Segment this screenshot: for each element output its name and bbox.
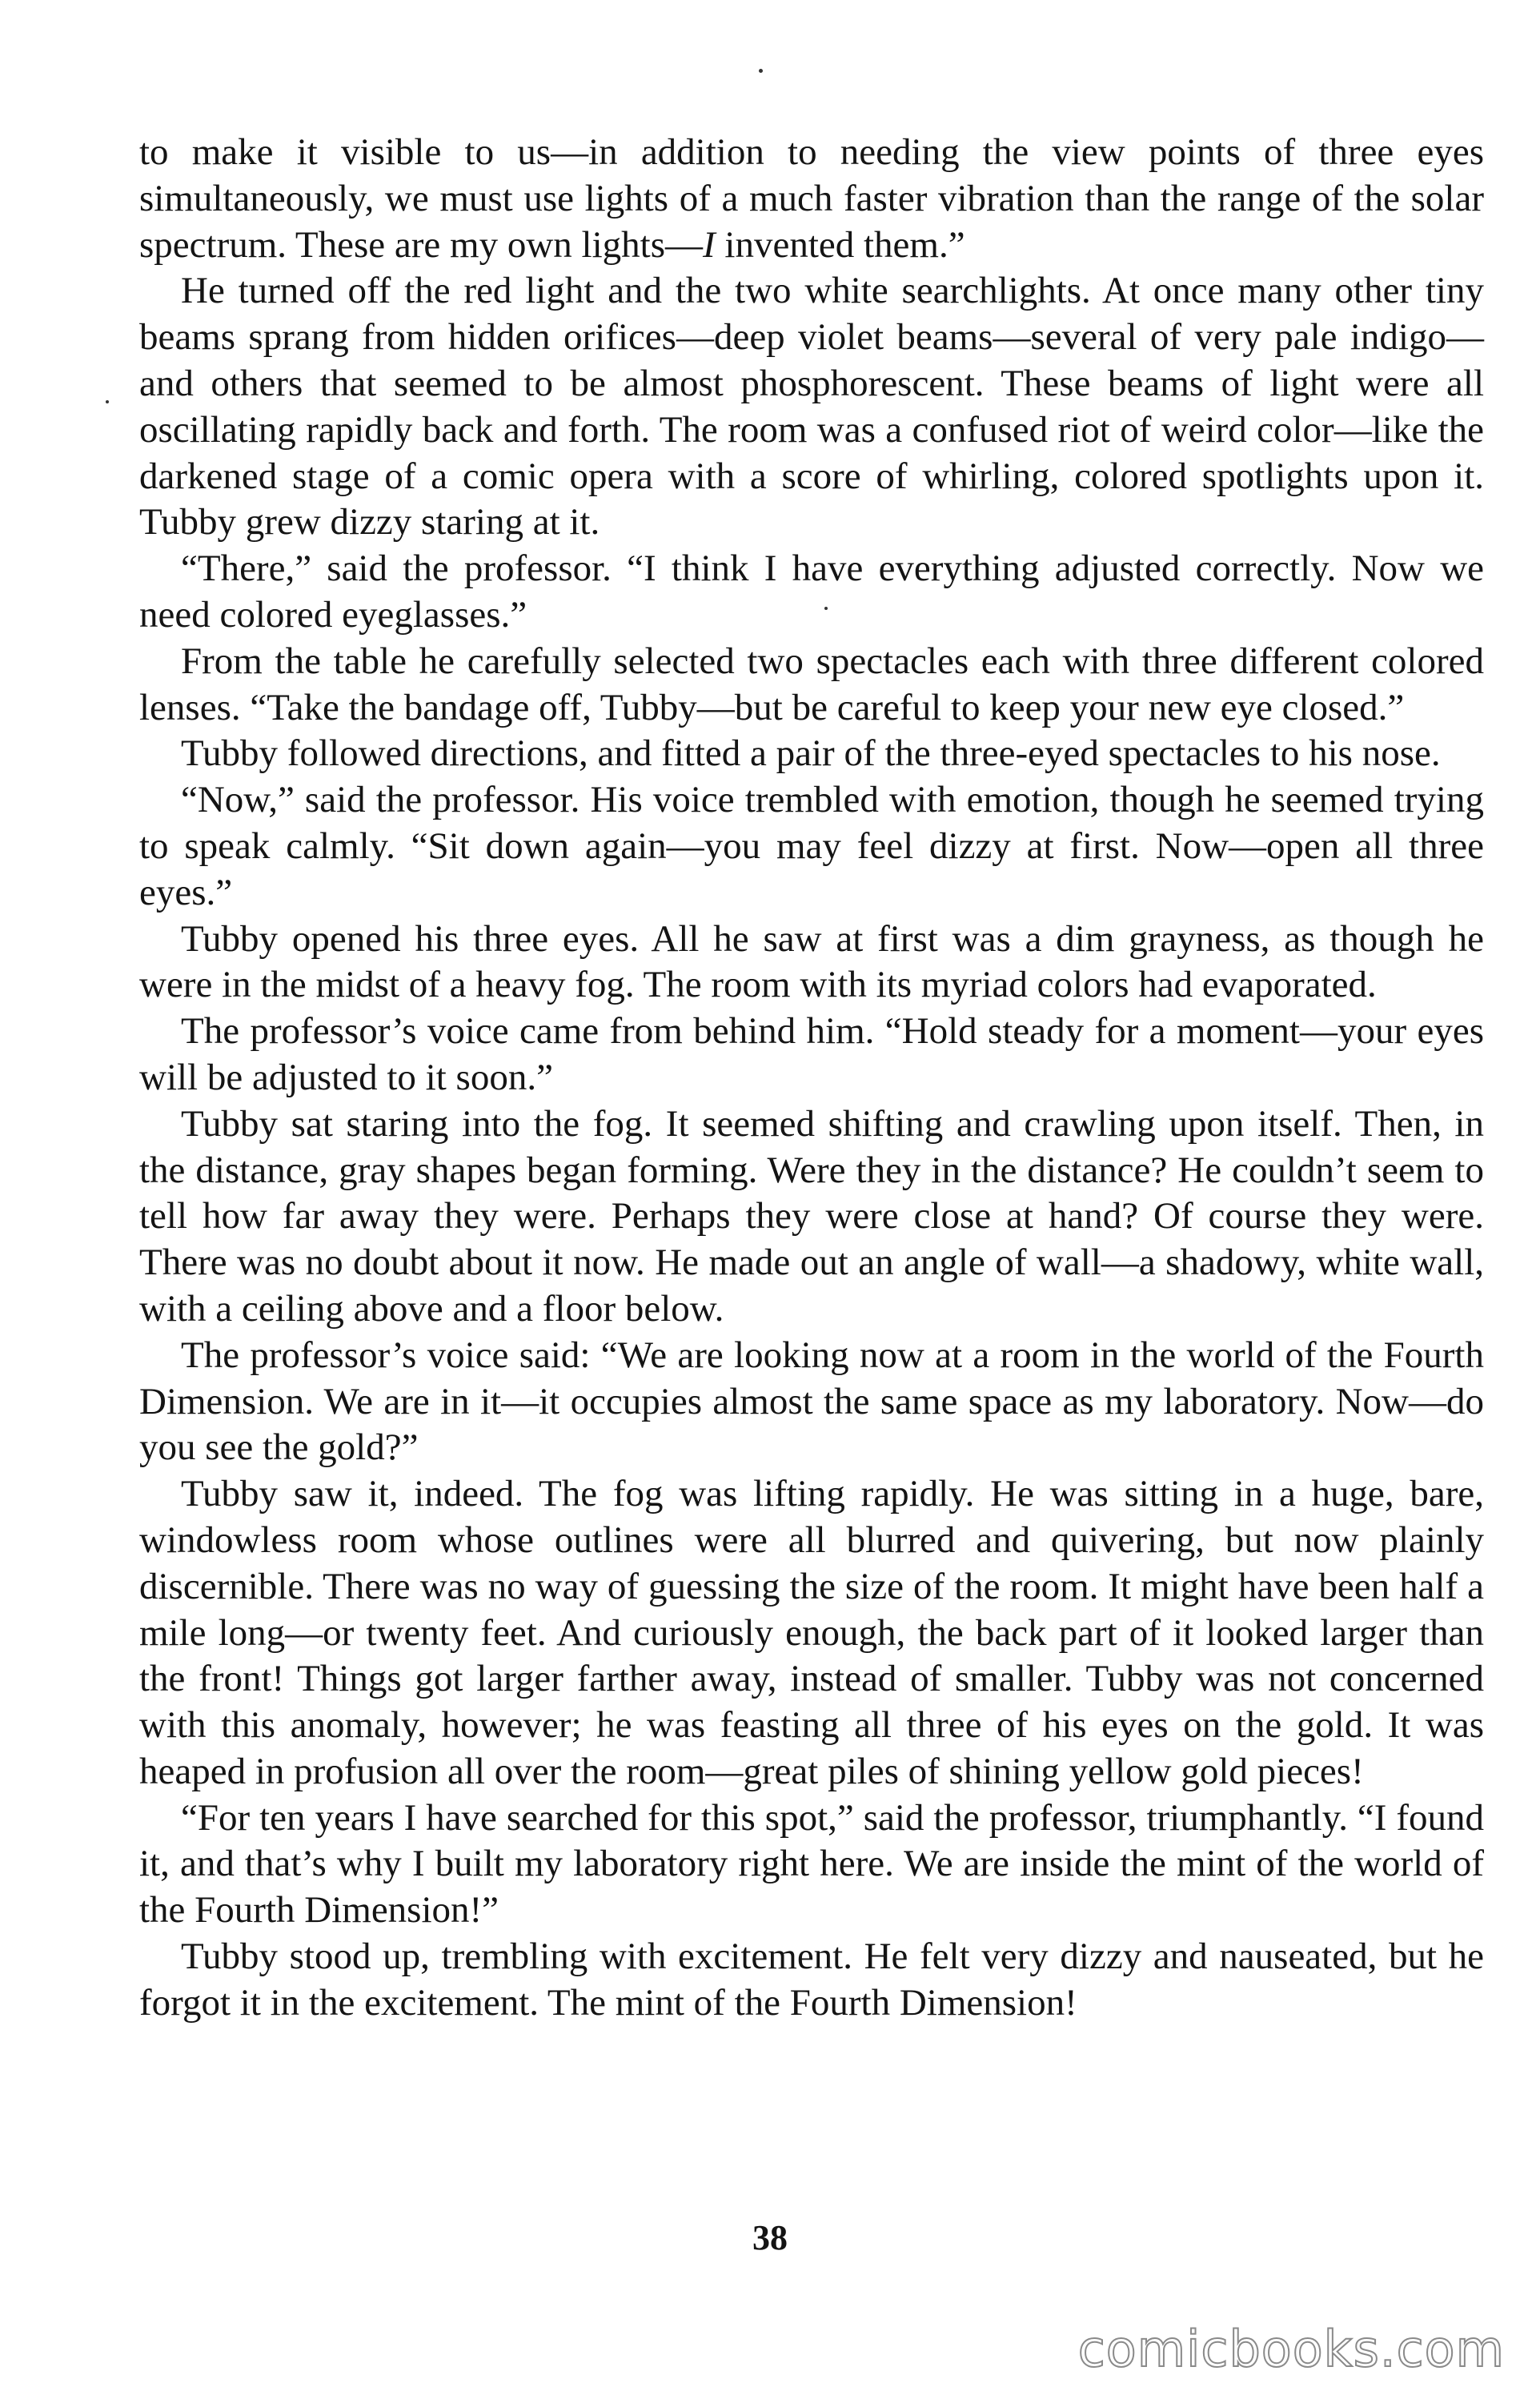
paragraph-5: Tubby followed directions, and fitted a pair of the three-eyed spectacles to his nose. [181, 732, 1441, 775]
paragraph-8: The professor’s voice came from behind him. “Hold steady for a moment—your eyes will be adjusted to it soon.” [139, 1010, 1484, 1098]
paragraph-9: Tubby sat staring into the fog. It seemed shifting and crawling upon itself. Then, in the distance, gray shapes began forming. Were they in the distance? He couldn’t seem to tell how far away they were. Perhaps they were close at hand? Of course they were. There was no doubt about it now. He made out an angle of wall—a shadowy, white wall, with a ceiling above and a floor below. [139, 1102, 1484, 1330]
page-number: 38 [752, 2218, 788, 2257]
paragraph-13: Tubby stood up, trembling with excitement. He felt very dizzy and nauseated, but he forgot it in the excitement. The mint of the Fourth Dimension! [139, 1936, 1484, 2024]
ink-speck [759, 69, 763, 73]
watermark: comicbooks.com [1077, 2320, 1505, 2378]
paragraph-6: “Now,” said the professor. His voice trembled with emotion, though he seemed trying to speak calmly. “Sit down again—you may feel dizzy at first. Now—open all three eyes.” [139, 779, 1484, 913]
paragraph-10: The professor’s voice said: “We are looking now at a room in the world of the Fourth Dimension. We are in it—it occupies almost the same space as my laboratory. Now—do you see the gold?” [139, 1334, 1484, 1469]
page-body [139, 130, 1484, 2027]
paragraph-7: Tubby opened his three eyes. All he saw at first was a dim grayness, as though he were in the midst of a heavy fog. The room with its myriad colors had evaporated. [139, 917, 1484, 1006]
paragraph-1: to make it visible to us—in addition to needing the view points of three eyes simultaneously, we must use lights of a much faster vibration than the range of the solar spectrum. These are my own lights—I invented them.” [139, 131, 1484, 266]
paragraph-12: “For ten years I have searched for this spot,” said the professor, triumphantly. “I found it, and that’s why I built my laboratory right here. We are inside the mint of the world of the Fourth Dimension!” [139, 1796, 1484, 1932]
paragraph-3: “There,” said the professor. “I think I have everything adjusted correctly. Now we need colored eyeglasses.” [139, 548, 1484, 636]
paragraph-4: From the table he carefully selected two spectacles each with three different colored lenses. “Take the bandage off, Tubby—but be careful to keep your new eye closed.” [139, 640, 1484, 728]
paragraph-11: Tubby saw it, indeed. The fog was lifting rapidly. He was sitting in a huge, bare, windowless room whose outlines were all blurred and quivering, but now plainly discernible. There was no way of guessing the size of the room. It might have been half a mile long—or twenty feet. And curiously enough, the back part of it looked larger than the front! Things got larger farther away, instead of smaller. Tubby was not concerned with this anomaly, however; he was feasting all three of his eyes on the gold. It was heaped in profusion all over the room—great piles of shining yellow gold pieces! [139, 1473, 1484, 1792]
paragraph-2: He turned off the red light and the two white searchlights. At once many other tiny beams sprang from hidden orifices—deep violet beams—several of very pale indigo—and others that seemed to be almost phosphorescent. These beams of light were all oscillating rapidly back and forth. The room was a confused riot of weird color—like the darkened stage of a comic opera with a score of whirling, colored spotlights upon it. Tubby grew dizzy staring at it. [139, 270, 1484, 544]
ink-speck [106, 400, 109, 403]
